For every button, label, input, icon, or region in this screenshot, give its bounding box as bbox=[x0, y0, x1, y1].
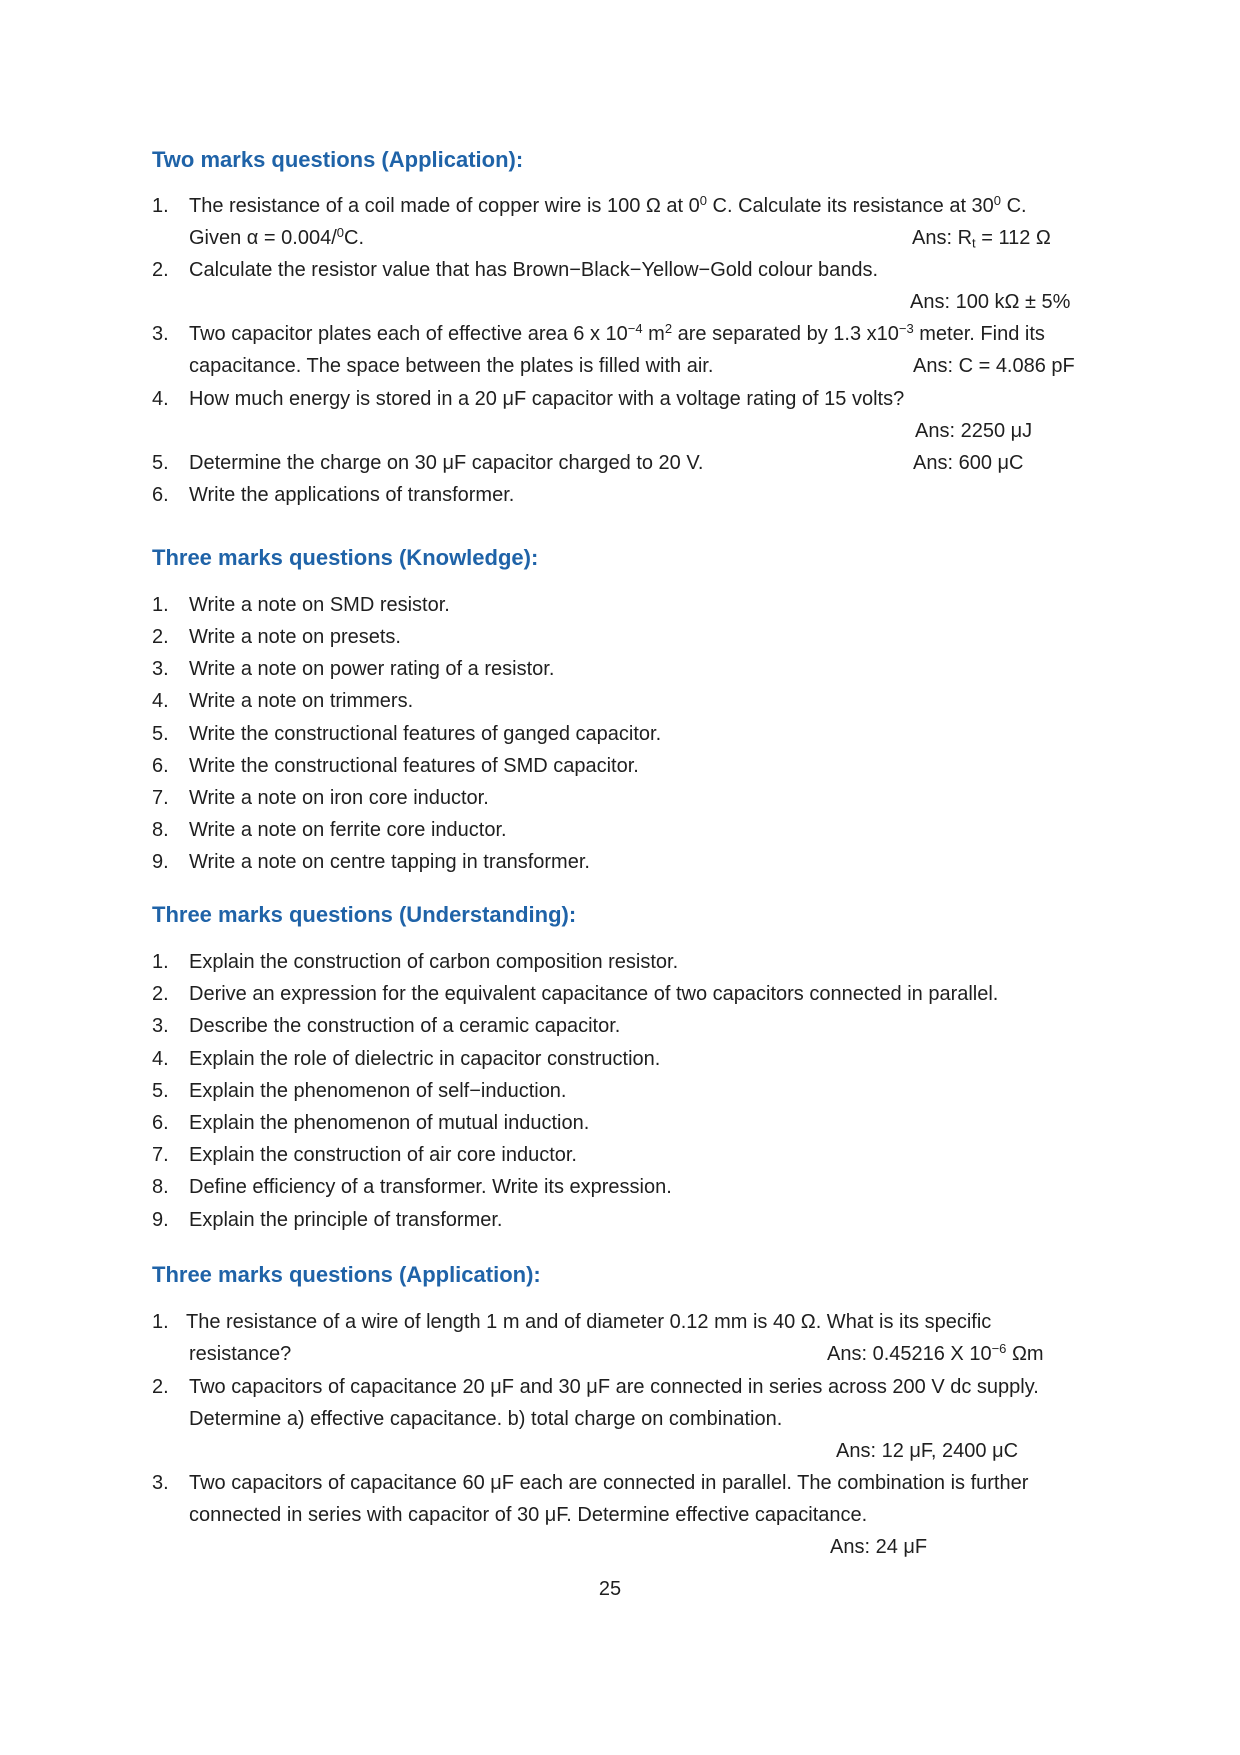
item-text-continued: capacitance. The space between the plates is filled with air. bbox=[189, 355, 714, 377]
item-text-continued: connected in series with capacitor of 30 μF. Determine effective capacitance. bbox=[189, 1504, 868, 1526]
list-item bbox=[0, 1371, 1240, 1467]
list-item bbox=[0, 946, 1240, 978]
item-number: 1. bbox=[152, 1311, 169, 1333]
item-text: Explain the construction of air core inductor. bbox=[189, 1144, 577, 1166]
item-number: 7. bbox=[152, 787, 169, 809]
item-text: Explain the principle of transformer. bbox=[189, 1209, 503, 1231]
list-item bbox=[0, 1467, 1240, 1563]
item-text-continued: resistance? bbox=[189, 1343, 292, 1365]
list-item bbox=[0, 318, 1240, 382]
list-item bbox=[0, 589, 1240, 621]
list-item bbox=[0, 254, 1240, 318]
answer: Ans: 0.45216 X $10^{-6}$ Ωm bbox=[827, 1340, 1044, 1365]
item-text-continued: Given α = 0.004/$^0$C. bbox=[189, 224, 364, 249]
item-number: 9. bbox=[152, 1209, 169, 1231]
list-item bbox=[0, 1139, 1240, 1171]
list-item bbox=[0, 1107, 1240, 1139]
answer: Ans: 600 μC bbox=[913, 452, 1024, 474]
list-item bbox=[0, 1306, 1240, 1370]
list-item bbox=[0, 383, 1240, 447]
item-text: Write a note on presets. bbox=[189, 626, 401, 648]
item-number: 4. bbox=[152, 1048, 169, 1070]
item-text: Describe the construction of a ceramic capacitor. bbox=[189, 1015, 621, 1037]
list-item bbox=[0, 846, 1240, 878]
item-text: Write a note on ferrite core inductor. bbox=[189, 819, 507, 841]
answer: Ans: 12 μF, 2400 μC bbox=[836, 1440, 1019, 1462]
answer: Ans: 2250 μJ bbox=[915, 420, 1033, 442]
answer: Ans: $R_t = 112$ Ω bbox=[912, 227, 1051, 251]
list-item bbox=[0, 621, 1240, 653]
item-text: Write a note on power rating of a resistor. bbox=[189, 658, 555, 680]
item-text: Two capacitors of capacitance 20 μF and 30 μF are connected in series across 200 V dc supply. bbox=[189, 1376, 1039, 1398]
item-text: Explain the phenomenon of self−induction. bbox=[189, 1080, 567, 1102]
item-text: Explain the phenomenon of mutual induction. bbox=[189, 1112, 590, 1134]
item-number: 2. bbox=[152, 983, 169, 1005]
item-number: 8. bbox=[152, 819, 169, 841]
item-text: Write the constructional features of SMD capacitor. bbox=[189, 755, 639, 777]
item-number: 5. bbox=[152, 723, 169, 745]
item-number: 9. bbox=[152, 851, 169, 873]
list-item bbox=[0, 653, 1240, 685]
section-heading: Three marks questions (Application): bbox=[152, 1262, 541, 1287]
item-number: 2. bbox=[152, 626, 169, 648]
item-text-continued: Determine a) effective capacitance. b) total charge on combination. bbox=[189, 1408, 783, 1430]
item-text: Define efficiency of a transformer. Write its expression. bbox=[189, 1176, 672, 1198]
list-item bbox=[0, 1204, 1240, 1236]
item-text: Determine the charge on 30 μF capacitor charged to 20 V. bbox=[189, 452, 704, 474]
item-text: Write a note on iron core inductor. bbox=[189, 787, 489, 809]
item-text: Write a note on SMD resistor. bbox=[189, 594, 450, 616]
item-number: 3. bbox=[152, 323, 169, 345]
item-number: 4. bbox=[152, 388, 169, 410]
item-number: 5. bbox=[152, 1080, 169, 1102]
list-item bbox=[0, 1075, 1240, 1107]
list-item bbox=[0, 479, 1240, 511]
list-item bbox=[0, 782, 1240, 814]
list-item bbox=[0, 190, 1240, 254]
item-text: Derive an expression for the equivalent capacitance of two capacitors connected in parallel. bbox=[189, 983, 999, 1005]
list-item bbox=[0, 447, 1240, 479]
item-text: Write the constructional features of ganged capacitor. bbox=[189, 723, 662, 745]
item-number: 1. bbox=[152, 594, 169, 616]
item-number: 4. bbox=[152, 690, 169, 712]
item-number: 8. bbox=[152, 1176, 169, 1198]
item-number: 2. bbox=[152, 1376, 169, 1398]
item-number: 5. bbox=[152, 452, 169, 474]
item-text: The resistance of a coil made of copper wire is 100 Ω at $0^0$ C. Calculate its resistance at $30^0$ C. bbox=[189, 192, 1027, 217]
item-number: 3. bbox=[152, 1015, 169, 1037]
item-text: How much energy is stored in a 20 μF capacitor with a voltage rating of 15 volts? bbox=[189, 388, 905, 410]
item-text: Write the applications of transformer. bbox=[189, 484, 515, 506]
list-item bbox=[0, 718, 1240, 750]
item-text: Two capacitors of capacitance 60 μF each are connected in parallel. The combination is further bbox=[189, 1472, 1029, 1494]
item-text: Explain the construction of carbon composition resistor. bbox=[189, 951, 679, 973]
item-text: The resistance of a wire of length 1 m and of diameter 0.12 mm is 40 Ω. What is its specific bbox=[186, 1311, 992, 1333]
section-heading: Two marks questions (Application): bbox=[152, 147, 524, 172]
list-item bbox=[0, 685, 1240, 717]
item-number: 6. bbox=[152, 1112, 169, 1134]
list-item bbox=[0, 1010, 1240, 1042]
list-item bbox=[0, 750, 1240, 782]
list-item bbox=[0, 1171, 1240, 1203]
item-number: 6. bbox=[152, 484, 169, 506]
item-text: Write a note on trimmers. bbox=[189, 690, 414, 712]
section-heading: Three marks questions (Understanding): bbox=[152, 902, 577, 927]
list-item bbox=[0, 1043, 1240, 1075]
page-number: 25 bbox=[598, 1578, 622, 1600]
answer: Ans: 100 kΩ ± 5% bbox=[910, 291, 1071, 313]
answer: Ans: 24 μF bbox=[830, 1536, 928, 1558]
item-text: Write a note on centre tapping in transformer. bbox=[189, 851, 590, 873]
answer: Ans: C = 4.086 pF bbox=[913, 355, 1075, 377]
section-heading: Three marks questions (Knowledge): bbox=[152, 545, 539, 570]
list-item bbox=[0, 814, 1240, 846]
list-item bbox=[0, 978, 1240, 1010]
item-number: 1. bbox=[152, 951, 169, 973]
item-text: Explain the role of dielectric in capacitor construction. bbox=[189, 1048, 661, 1070]
item-number: 3. bbox=[152, 1472, 169, 1494]
item-number: 6. bbox=[152, 755, 169, 777]
item-number: 3. bbox=[152, 658, 169, 680]
item-text: Two capacitor plates each of effective area 6 x $10^{-4}$ $m^2$ are separated by 1.3 $x10^{-3}$ meter. Find its bbox=[189, 320, 1045, 345]
item-number: 7. bbox=[152, 1144, 169, 1166]
item-number: 1. bbox=[152, 195, 169, 217]
item-text: Calculate the resistor value that has Brown−Black−Yellow−Gold colour bands. bbox=[189, 259, 879, 281]
item-number: 2. bbox=[152, 259, 169, 281]
